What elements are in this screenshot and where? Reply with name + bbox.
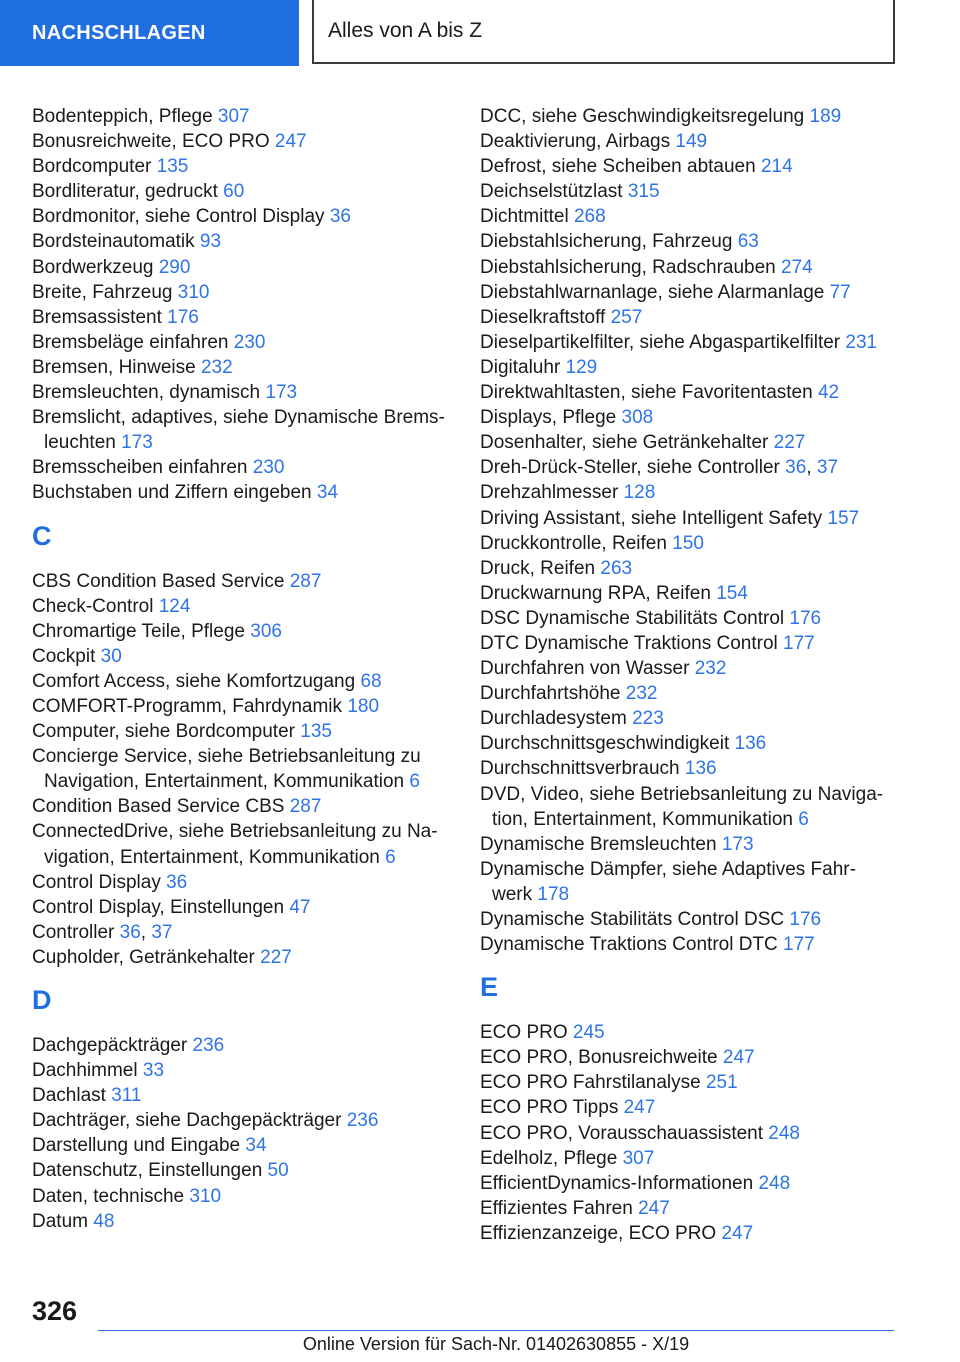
index-entry-term: Druckkontrolle, Reifen	[480, 532, 673, 554]
page-reference-link[interactable]: 223	[632, 708, 664, 730]
page-reference-link[interactable]: 176	[789, 607, 822, 629]
page-reference-link[interactable]: 232	[625, 683, 658, 705]
page-reference-link[interactable]: 128	[623, 482, 656, 504]
index-entry-term: Edelholz, Pflege	[480, 1147, 623, 1169]
index-entry	[480, 656, 920, 681]
index-entry	[32, 305, 452, 330]
index-entry	[480, 104, 920, 129]
page-reference-link[interactable]: 36	[785, 457, 807, 479]
index-entry	[480, 706, 920, 731]
index-entry-term: Bonusreichweite, ECO PRO	[32, 131, 275, 153]
index-entry-term: Breite, Fahrzeug	[32, 281, 178, 303]
index-entry-term: Druckwarnung RPA, Reifen	[480, 582, 717, 604]
index-entry-term: Dieselkraftstoff	[480, 306, 611, 328]
page-reference-link[interactable]: 308	[621, 407, 654, 429]
index-entry	[32, 819, 452, 869]
footer-divider	[98, 1330, 894, 1331]
index-entry	[32, 669, 452, 694]
index-entry-term: Druck, Reifen	[480, 557, 601, 579]
index-entry-term: ECO PRO, Vorausschauassistent	[480, 1122, 769, 1144]
index-entry	[480, 907, 920, 932]
index-entry-term: Dynamische Dämpfer, siehe Adaptives Fahr-	[480, 858, 856, 880]
index-entry	[32, 945, 452, 970]
index-entry-term: Check-Control	[32, 595, 159, 617]
index-entry	[32, 455, 452, 480]
index-entry-term: Computer, siehe Bordcomputer	[32, 721, 301, 743]
index-entry	[480, 1146, 920, 1171]
index-entry	[32, 1158, 452, 1183]
index-entry-term: Dieselpartikelfilter, siehe Abgaspartikelfilter	[480, 331, 846, 353]
index-entry-term: Bremsscheiben einfahren	[32, 457, 253, 479]
index-entry-term: ECO PRO, Bonusreichweite	[480, 1047, 723, 1069]
page-reference-link[interactable]: 77	[829, 281, 851, 303]
index-entry-term: DTC Dynamische Traktions Control	[480, 632, 784, 654]
page-reference-link[interactable]: 231	[845, 331, 878, 353]
page-reference-link[interactable]: 6	[385, 846, 396, 868]
page-reference-link[interactable]: 33	[142, 1060, 165, 1082]
page-reference-link[interactable]: 37	[151, 921, 173, 943]
index-entry	[32, 1058, 452, 1083]
index-entry-term: ConnectedDrive, siehe Betriebsanleitung zu Na-	[32, 821, 438, 843]
index-entry	[480, 1020, 920, 1045]
index-entry	[32, 229, 452, 254]
page-reference-link[interactable]: 247	[274, 131, 307, 153]
index-entry-term: Deaktivierung, Airbags	[480, 131, 676, 153]
index-entry-term: Bremsleuchten, dynamisch	[32, 382, 266, 404]
index-column-left	[32, 104, 452, 1234]
page-reference-link[interactable]: 36	[119, 921, 141, 943]
index-entry	[480, 731, 920, 756]
index-entry	[480, 405, 920, 430]
index-entry	[480, 1196, 920, 1221]
index-entry-term-continued: vigation, Entertainment, Kommunikation	[44, 846, 386, 868]
index-entry-term: Dynamische Bremsleuchten	[480, 833, 722, 855]
index-entry-term: Durchfahrtshöhe	[480, 683, 626, 705]
index-entry	[480, 782, 920, 832]
index-entry	[32, 330, 452, 355]
index-entry-term-continued: leuchten	[44, 432, 122, 454]
index-entry-term: Daten, technische	[32, 1185, 190, 1207]
index-entry	[480, 1121, 920, 1146]
page-reference-link[interactable]: 287	[289, 796, 322, 818]
page-reference-link[interactable]: 149	[675, 131, 708, 153]
page-reference-link[interactable]: 247	[638, 1197, 670, 1219]
page-reference-link[interactable]: 60	[223, 181, 245, 203]
index-entry	[32, 619, 452, 644]
index-entry-term: Diebstahlsicherung, Fahrzeug	[480, 231, 738, 253]
index-entry	[480, 1045, 920, 1070]
index-entry-term: Bremslicht, adaptives, siehe Dynamische Brems-	[32, 407, 445, 429]
index-entry-term: Bodenteppich, Pflege	[32, 106, 218, 127]
index-entry	[32, 129, 452, 154]
index-entry-term: COMFORT-Programm, Fahrdynamik	[32, 695, 348, 717]
page-reference-link[interactable]: 236	[192, 1035, 225, 1056]
index-entry	[32, 644, 452, 669]
page-number: 326	[32, 1296, 78, 1326]
index-entry-term: DVD, Video, siehe Betriebsanleitung zu Naviga-	[480, 783, 884, 805]
page-reference-link[interactable]: 247	[623, 1097, 656, 1119]
index-entry-term: Chromartige Teile, Pflege	[32, 620, 251, 642]
page-reference-link[interactable]: 68	[360, 670, 382, 692]
index-entry-term: Dachgepäckträger	[32, 1035, 193, 1056]
index-entry-term: Bordsteinautomatik	[32, 231, 200, 253]
page-reference-link[interactable]: 227	[773, 432, 806, 454]
index-entry-term: Dachträger, siehe Dachgepäckträger	[32, 1110, 347, 1132]
page-reference-link[interactable]: 30	[100, 645, 122, 667]
index-entry-term: Controller	[32, 921, 120, 943]
page-reference-link[interactable]: 176	[167, 306, 199, 328]
index-entry-term: DCC, siehe Geschwindigkeitsregelung	[480, 106, 810, 127]
section-tab[interactable]: NACHSCHLAGEN	[0, 0, 299, 66]
page-reference-link[interactable]: 245	[572, 1022, 605, 1044]
index-entry-term: Datenschutz, Einstellungen	[32, 1160, 268, 1182]
page-reference-link[interactable]: 306	[250, 620, 282, 642]
index-entry-term: Dosenhalter, siehe Getränkehalter	[480, 432, 774, 454]
index-entry-term: Durchschnittsgeschwindigkeit	[480, 733, 735, 755]
page-reference-link[interactable]: 37	[816, 457, 839, 479]
index-entry	[32, 255, 452, 280]
page-reference-link[interactable]: 311	[111, 1085, 142, 1107]
page-reference-link[interactable]: 154	[716, 582, 748, 604]
index-entry-term: DSC Dynamische Stabilitäts Control	[480, 607, 790, 629]
index-entry	[32, 744, 452, 794]
index-entry	[480, 305, 920, 330]
index-entry	[32, 179, 452, 204]
index-entry	[32, 280, 452, 305]
index-entry-term: Durchschnittsverbrauch	[480, 758, 685, 780]
index-entry	[480, 255, 920, 280]
index-entry-term: Bremsbeläge einfahren	[32, 331, 234, 353]
page-reference-link[interactable]: 136	[684, 758, 717, 780]
page-reference-link[interactable]: 50	[267, 1160, 289, 1182]
index-entry-term: Bordliteratur, gedruckt	[32, 181, 224, 203]
page-reference-link[interactable]: 307	[217, 106, 250, 127]
page-reference-link[interactable]: 263	[600, 557, 633, 579]
index-entry	[480, 1095, 920, 1120]
index-entry	[32, 405, 452, 455]
index-entry	[480, 581, 920, 606]
index-entry-term: Dachhimmel	[32, 1060, 143, 1082]
index-entry-term: Concierge Service, siehe Betriebsanleitung zu	[32, 746, 421, 768]
index-entry-term: Deichselstützlast	[480, 181, 628, 203]
page-reference-link[interactable]: 251	[705, 1072, 738, 1094]
index-entry-term: Dreh-Drück-Steller, siehe Controller	[480, 457, 786, 479]
index-entry-term: Durchladesystem	[480, 708, 633, 730]
page-reference-link[interactable]: 157	[827, 507, 860, 529]
chapter-title: Alles von A bis Z	[312, 0, 895, 64]
index-entry-term: Dachlast	[32, 1085, 112, 1107]
page-reference-link[interactable]: 227	[260, 946, 292, 968]
index-entry	[480, 280, 920, 305]
page-reference-link[interactable]: 173	[265, 382, 298, 404]
page-reference-link[interactable]: 310	[189, 1185, 222, 1207]
index-entry-term: Displays, Pflege	[480, 407, 622, 429]
index-entry-term: Effizientes Fahren	[480, 1197, 639, 1219]
page-reference-link[interactable]: 42	[817, 382, 840, 404]
index-entry	[480, 430, 920, 455]
index-entry-term: Cockpit	[32, 645, 101, 667]
index-entry-term: Bremsassistent	[32, 306, 168, 328]
page-reference-link[interactable]: 236	[346, 1110, 379, 1132]
page-reference-link[interactable]: 274	[781, 256, 813, 278]
index-entry	[480, 1070, 920, 1095]
index-entry	[480, 1221, 920, 1246]
page-separator: ,	[140, 921, 152, 943]
page-reference-link[interactable]: 135	[156, 156, 189, 178]
page-reference-link[interactable]: 248	[758, 1172, 791, 1194]
index-entry	[32, 104, 452, 129]
index-entry	[32, 1108, 452, 1133]
index-entry-term: CBS Condition Based Service	[32, 570, 290, 592]
index-entry	[32, 870, 452, 895]
index-entry-term: Bordwerkzeug	[32, 256, 159, 278]
index-entry-term: Condition Based Service CBS	[32, 796, 290, 818]
index-entry-term: Durchfahren von Wasser	[480, 658, 695, 680]
index-entry	[32, 1209, 452, 1234]
index-letter-heading: E	[480, 972, 499, 1003]
page-reference-link[interactable]: 232	[200, 356, 233, 378]
index-entry-term: ECO PRO Fahrstilanalyse	[480, 1072, 706, 1094]
page-reference-link[interactable]: 180	[347, 695, 380, 717]
index-entry	[32, 794, 452, 819]
index-entry	[480, 556, 920, 581]
page-reference-link[interactable]: 129	[565, 356, 598, 378]
page-reference-link[interactable]: 34	[245, 1135, 267, 1157]
index-entry-term: Defrost, siehe Scheiben abtauen	[480, 156, 761, 178]
index-entry-term: Direktwahltasten, siehe Favoritentasten	[480, 382, 818, 404]
index-entry-term: ECO PRO Tipps	[480, 1097, 624, 1119]
page-reference-link[interactable]: 173	[121, 432, 153, 454]
page-separator: ,	[806, 457, 817, 479]
index-entry-term: Datum	[32, 1210, 94, 1232]
online-version-note: Online Version für Sach-Nr. 01402630855 - X/19	[302, 1334, 690, 1354]
index-entry	[32, 719, 452, 744]
page-reference-link[interactable]: 63	[737, 231, 759, 253]
index-entry	[32, 204, 452, 229]
page-reference-link[interactable]: 315	[627, 181, 660, 203]
index-entry-term-continued: werk	[492, 883, 538, 905]
index-entry	[32, 569, 452, 594]
index-entry-term: Cupholder, Getränkehalter	[32, 946, 261, 968]
page-reference-link[interactable]: 310	[177, 281, 210, 303]
index-entry	[32, 1184, 452, 1209]
index-entry	[480, 606, 920, 631]
index-entry	[32, 594, 452, 619]
page-reference-link[interactable]: 34	[316, 482, 339, 504]
index-entry	[32, 380, 452, 405]
index-entry-term: Bordcomputer	[32, 156, 157, 178]
index-entry-term: Effizienzanzeige, ECO PRO	[480, 1222, 722, 1244]
page-reference-link[interactable]: 290	[158, 256, 191, 278]
index-entry	[480, 631, 920, 656]
index-entry-term: Diebstahlsicherung, Radschrauben	[480, 256, 782, 278]
page-reference-link[interactable]: 135	[300, 721, 332, 743]
index-entry	[32, 1133, 452, 1158]
page-reference-link[interactable]: 6	[798, 808, 809, 830]
index-entry	[480, 179, 920, 204]
index-entry	[32, 480, 452, 505]
index-entry	[480, 129, 920, 154]
index-entry-term: Drehzahlmesser	[480, 482, 624, 504]
page-reference-link[interactable]: 189	[809, 106, 842, 127]
index-entry-term: Buchstaben und Ziffern eingeben	[32, 482, 317, 504]
page-reference-link[interactable]: 230	[233, 331, 266, 353]
index-entry	[32, 1033, 452, 1058]
page-reference-link[interactable]: 248	[768, 1122, 800, 1144]
page-reference-link[interactable]: 230	[252, 457, 285, 479]
index-entry-term: ECO PRO	[480, 1022, 573, 1044]
index-entry	[480, 480, 920, 505]
page-reference-link[interactable]: 36	[166, 871, 188, 893]
index-entry-term: Bordmonitor, siehe Control Display	[32, 206, 330, 228]
index-entry	[480, 229, 920, 254]
index-entry-term: Dynamische Stabilitäts Control DSC	[480, 909, 790, 930]
index-entry-term: Driving Assistant, siehe Intelligent Safety	[480, 507, 828, 529]
index-entry	[480, 380, 920, 405]
index-entry-term-continued: Navigation, Entertainment, Kommunikation	[44, 771, 410, 793]
index-entry	[480, 681, 920, 706]
page-reference-link[interactable]: 214	[760, 156, 793, 178]
page-reference-link[interactable]: 307	[622, 1147, 655, 1169]
page-reference-link[interactable]: 176	[789, 909, 822, 930]
index-entry	[32, 895, 452, 920]
index-entry	[32, 694, 452, 719]
index-entry	[480, 154, 920, 179]
page-reference-link[interactable]: 93	[199, 231, 222, 253]
index-entry-term: Bremsen, Hinweise	[32, 356, 201, 378]
index-entry-term: Dichtmittel	[480, 206, 574, 228]
index-column-right	[480, 104, 920, 1246]
index-entry-term: EfficientDynamics-Informationen	[480, 1172, 759, 1194]
index-entry-term: Comfort Access, siehe Komfortzugang	[32, 670, 361, 692]
page-reference-link[interactable]: 124	[158, 595, 191, 617]
index-entry	[480, 355, 920, 380]
page-reference-link[interactable]: 232	[694, 658, 727, 680]
page-reference-link[interactable]: 247	[722, 1047, 755, 1069]
index-letter-heading: C	[32, 520, 52, 551]
page-reference-link[interactable]: 257	[610, 306, 643, 328]
page-header	[0, 0, 960, 66]
page-reference-link[interactable]: 36	[329, 206, 351, 228]
index-entry	[480, 330, 920, 355]
index-entry-term: Dynamische Traktions Control DTC	[480, 934, 784, 956]
index-entry	[480, 832, 920, 857]
index-entry-term: Control Display, Einstellungen	[32, 896, 290, 918]
index-entry	[480, 204, 920, 229]
page-reference-link[interactable]: 177	[783, 632, 815, 654]
page-reference-link[interactable]: 287	[289, 570, 322, 592]
page-reference-link[interactable]: 136	[734, 733, 767, 755]
index-entry	[480, 756, 920, 781]
page-reference-link[interactable]: 177	[783, 934, 815, 956]
page-reference-link[interactable]: 178	[537, 883, 570, 905]
index-entry	[32, 154, 452, 179]
index-entry-term: Diebstahlwarnanlage, siehe Alarmanlage	[480, 281, 830, 303]
index-entry-term: Darstellung und Eingabe	[32, 1135, 246, 1157]
page-reference-link[interactable]: 48	[93, 1210, 115, 1232]
index-entry	[32, 1083, 452, 1108]
index-entry	[480, 506, 920, 531]
index-entry-term: Digitaluhr	[480, 356, 566, 378]
index-entry-term: Control Display	[32, 871, 167, 893]
index-entry	[480, 932, 920, 957]
page-reference-link[interactable]: 150	[672, 532, 704, 554]
page-reference-link[interactable]: 6	[409, 771, 420, 793]
page-reference-link[interactable]: 247	[721, 1222, 754, 1244]
index-entry	[480, 1171, 920, 1196]
page-reference-link[interactable]: 268	[573, 206, 606, 228]
index-letter-heading: D	[32, 985, 52, 1015]
index-entry-term-continued: tion, Entertainment, Kommunikation	[492, 808, 799, 830]
page-reference-link[interactable]: 47	[289, 896, 311, 918]
index-entry	[480, 531, 920, 556]
index-entry	[32, 355, 452, 380]
index-entry	[480, 455, 920, 480]
page-reference-link[interactable]: 173	[721, 833, 754, 855]
index-entry	[32, 920, 452, 945]
index-entry	[480, 857, 920, 907]
